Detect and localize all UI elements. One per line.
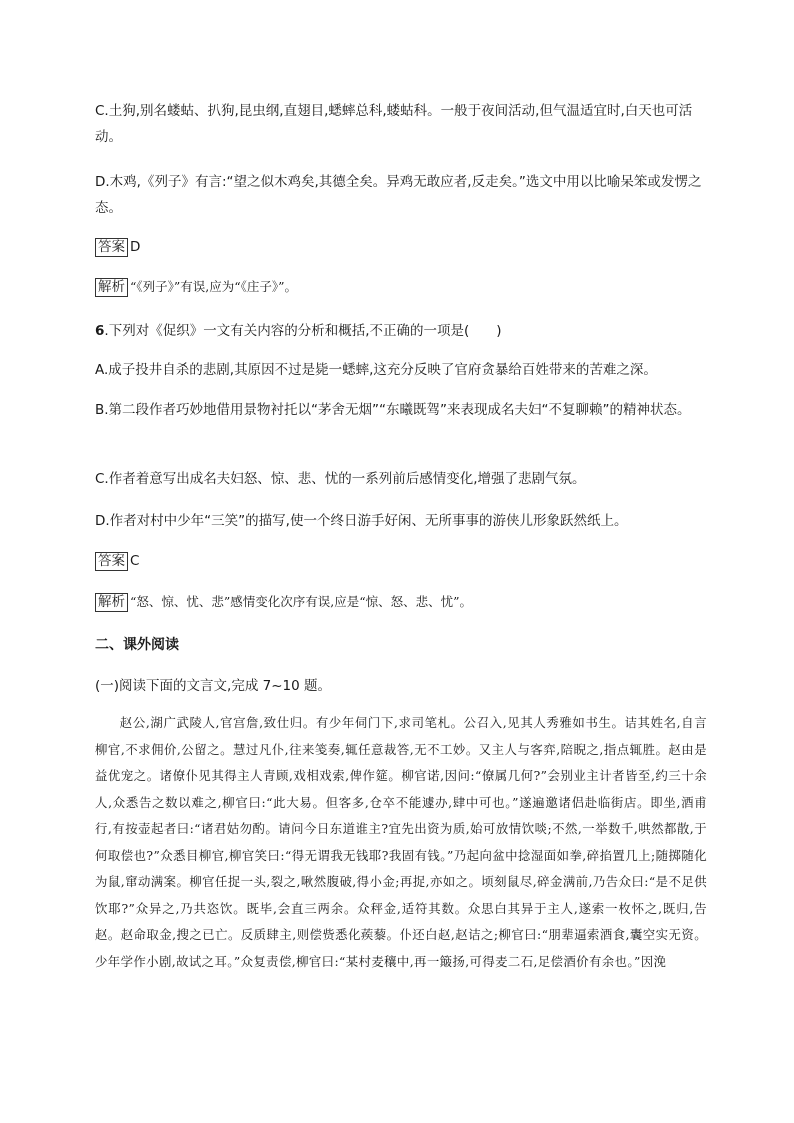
q6-option-a: A.成子投井自杀的悲剧,其原因不过是毙一蟋蟀,这充分反映了官府贪暴给百姓带来的苦难之深。 [95,362,657,378]
q6-stem-text: .下列对《促织》一文有关内容的分析和概括,不正确的一项是( ) [104,323,502,339]
q5-analysis [95,277,297,297]
q5-option-c: C.土狗,别名蝼蛄、扒狗,昆虫纲,直翅目,蟋蟀总科,蝼蛄科。一般于夜间活动,但气温适宜时,白天也可活动。 [95,103,693,145]
q5-analysis-text: “《列子》”有误,应为“《庄子》”。 [130,279,298,294]
q6-option-b: B.第二段作者巧妙地借用景物衬托以“茅舍无烟”“东曦既驾”来表现成名夫妇“不复聊赖”的精神状态。 [95,402,691,418]
q6-answer [95,551,139,571]
q6-option-c: C.作者着意写出成名夫妇怒、惊、悲、忧的一系列前后感情变化,增强了悲剧气氛。 [95,471,586,487]
q6-answer-value: C [130,553,140,569]
q5-option-d: D.木鸡,《列子》有言:“望之似木鸡矣,其德全矣。异鸡无敢应者,反走矣。”选文中用以比喻呆笨或发愣之态。 [95,174,702,216]
q6-analysis [95,592,472,612]
q6-analysis-text: “怒、惊、忧、悲”感情变化次序有误,应是“惊、怒、悲、忧”。 [130,594,473,609]
sub-instruction: (一)阅读下面的文言文,完成 7~10 题。 [95,678,331,694]
q6-number: 6 [95,323,105,339]
q5-answer-value: D [130,239,141,255]
classical-passage: 赵公,湖广武陵人,官宫詹,致仕归。有少年伺门下,求司笔札。公召入,见其人秀雅如书生。诘其姓名,自言柳官,不求佣价,公留之。慧过凡仆,往来笺奏,辄任意裁答,无不工妙。又主人与客弈,陪睨之,指点辄胜。赵由是益优宠之。诸僚仆见其得主人青顾,戏相戏索,俾作筵。柳官诺,因问:“僚属几何?”会别业主计者皆至,约三十余人,众悉告之数以难之,柳官曰:“此大易。但客多,仓卒不能遽办,肆中可也。”遂遍邀诸侣赴临街店。即坐,酒甫行,有按壶起者曰:“诸君姑勿酌。请问今日东道谁主?宜先出资为质,始可放情饮啖;不然,一举数千,哄然都散,于何取偿也?”众悉目柳官,柳官笑曰:“得无谓我无钱耶?我固有钱。”乃起向盆中捻湿面如拳,碎掐置几上;随掷随化为鼠,窜动满案。柳官任捉一头,裂之,啾然腹破,得小金;再捉,亦如之。顷刻鼠尽,碎金满前,乃告众曰:“是不足供饮耶?”众异之,乃共恣饮。既毕,会直三两余。众秤金,适符其数。众思白其异于主人,遂索一枚怀之,既归,告赵。赵命取金,搜之已亡。反质肆主,则偿赀悉化蒺藜。仆还白赵,赵诘之;柳官曰:“朋辈逼索酒食,囊空实无资。少年学作小剧,故试之耳。”众复责偿,柳官曰:“某村麦穰中,再一簸扬,可得麦二石,足偿酒价有余也。”因浼 [95,715,708,969]
q6-stem [95,318,705,344]
analysis-label-badge: 解析 [95,593,128,612]
answer-label-badge: 答案 [95,238,128,257]
answer-label-badge: 答案 [95,552,128,571]
q5-answer [95,237,140,257]
q6-option-d: D.作者对村中少年“三笑”的描写,使一个终日游手好闲、无所事事的游侠儿形象跃然纸上。 [95,513,628,529]
section-title: 二、课外阅读 [95,637,179,653]
analysis-label-badge: 解析 [95,278,128,297]
